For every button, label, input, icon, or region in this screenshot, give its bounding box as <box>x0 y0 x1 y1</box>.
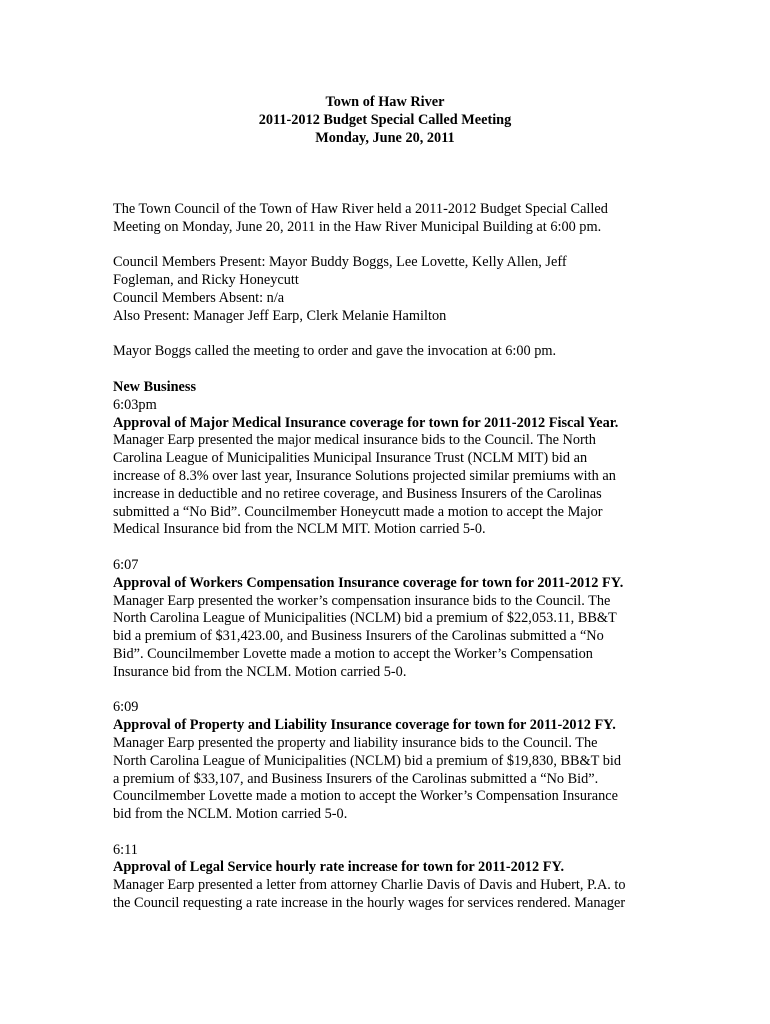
intro-paragraph: The Town Council of the Town of Haw River held a 2011-2012 Budget Special Called Meeting on Monday, June 20, 2011 in the Haw River Municipal Building at 6:00 pm. <box>113 201 608 235</box>
item-title: Approval of Property and Liability Insurance coverage for town for 2011-2012 FY. <box>113 717 616 734</box>
attendance-paragraph: Council Members Present: Mayor Buddy Boggs, Lee Lovette, Kelly Allen, Jeff Fogleman, and Ricky Honeycutt Council Members Absent: n/a Also Present: Manager Jeff Earp, Clerk Melanie Hamilton <box>113 254 567 324</box>
agenda-item-property-liability: 6:09 Approval of Property and Liability Insurance coverage for town for 2011-2012 FY. Manager Earp presented the property and liability insurance bids to the Council. The North Carolina League of Municipalities (NCLM) bid a premium of $19,830, BB&T bid a premium of $33,107, and Business Insurers of the Carolinas submitted a “No Bid”. Councilmember Lovette made a motion to accept the Worker’s Compensation Insurance bid from the NCLM. Motion carried 5-0. <box>113 699 673 824</box>
document-body <box>113 201 673 913</box>
item-time: 6:11 <box>113 841 138 858</box>
item-time: 6:09 <box>113 699 139 716</box>
item-time: 6:07 <box>113 556 139 573</box>
agenda-item-legal-service: 6:11 Approval of Legal Service hourly rate increase for town for 2011-2012 FY. Manager Earp presented a letter from attorney Charlie Davis of Davis and Hubert, P.A. to the Council requesting a rate increase in the hourly wages for services rendered. Manager <box>113 842 673 913</box>
item-time: 6:03pm <box>113 396 157 413</box>
item-title: Approval of Workers Compensation Insurance coverage for town for 2011-2012 FY. <box>113 574 624 591</box>
new-business-section <box>113 379 673 913</box>
agenda-item-workers-comp: 6:07 Approval of Workers Compensation Insurance coverage for town for 2011-2012 FY. Manager Earp presented the worker’s compensation insurance bids to the Council. The North Carolina League of Municipalities (NCLM) bid a premium of $22,053.11, BB&T bid a premium of $31,423.00, and Business Insurers of the Carolinas submitted a “No Bid”. Councilmember Lovette made a motion to accept the Worker’s Compensation Insurance bid from the NCLM. Motion carried 5-0. <box>113 557 673 682</box>
item-title: Approval of Legal Service hourly rate increase for town for 2011-2012 FY. <box>113 859 565 876</box>
agenda-item-medical: 6:03pm Approval of Major Medical Insurance coverage for town for 2011-2012 Fiscal Year. Manager Earp presented the major medical insurance bids to the Council. The North Carolina League of Municipalities Municipal Insurance Trust (NCLM MIT) bid an increase of 8.3% over last year, Insurance Solutions projected similar premiums with an increase in deductible and no retiree coverage, and Business Insurers of the Carolinas submitted a “No Bid”. Councilmember Honeycutt made a motion to accept the Major Medical Insurance bid from the NCLM MIT. Motion carried 5-0. <box>113 397 673 539</box>
document-header <box>0 94 770 147</box>
town-name: Town of Haw River <box>325 94 445 110</box>
new-business-heading: New Business <box>113 378 197 395</box>
item-title: Approval of Major Medical Insurance coverage for town for 2011-2012 Fiscal Year. <box>113 414 619 431</box>
call-to-order-paragraph: Mayor Boggs called the meeting to order and gave the invocation at 6:00 pm. <box>113 343 557 360</box>
meeting-title: 2011-2012 Budget Special Called Meeting <box>258 111 512 128</box>
meeting-date: Monday, June 20, 2011 <box>315 129 455 146</box>
